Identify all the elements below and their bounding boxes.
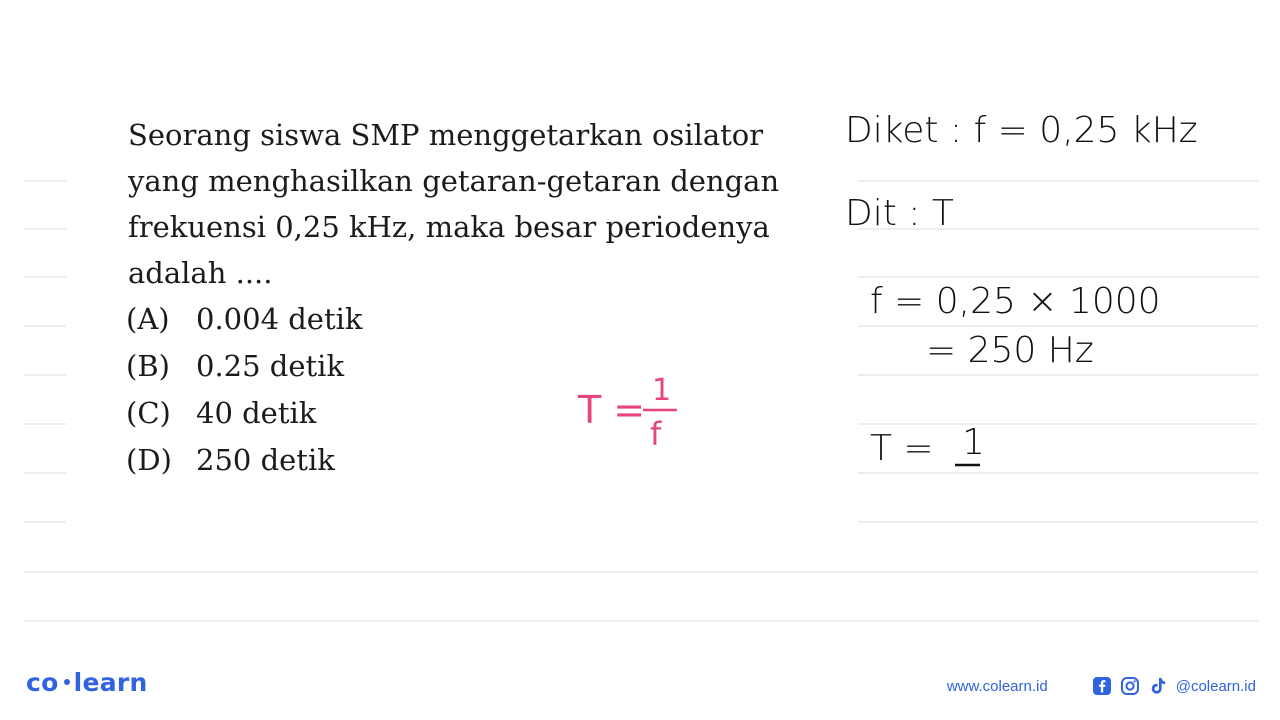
period-line: T = — [870, 428, 934, 469]
footer-contacts — [947, 676, 1256, 696]
option-text: 250 detik — [196, 443, 335, 477]
tiktok-icon[interactable] — [1148, 676, 1168, 696]
brand-logo — [26, 668, 148, 697]
question-text: Seorang siswa SMP menggetarkan osilator yang menghasilkan getaran-getaran dengan frekuensi 0,25 kHz, maka besar periodenya adalah .... — [128, 118, 780, 290]
formula-left: T = — [578, 388, 646, 432]
given-line: Diket : f = 0,25 kHz — [845, 110, 1198, 151]
brand-logo-dot — [64, 679, 70, 685]
conversion-line: f = 0,25 × 1000 — [870, 281, 1161, 322]
option-text: 0.25 detik — [196, 349, 345, 383]
asked-line: Dit : T — [845, 193, 954, 234]
formula-denominator: f — [650, 415, 662, 453]
option-text: 40 detik — [196, 396, 317, 430]
brand-logo-learn: learn — [73, 668, 148, 697]
option-letter: (D) — [126, 443, 172, 477]
option-letter: (C) — [126, 396, 171, 430]
website-link[interactable]: www.colearn.id — [946, 677, 1048, 695]
formula-numerator: 1 — [652, 373, 672, 408]
social-handle[interactable]: @colearn.id — [1175, 677, 1256, 695]
period-numerator: 1 — [962, 422, 985, 463]
brand-logo-co: co — [26, 668, 59, 697]
option-text: 0.004 detik — [196, 302, 363, 336]
option-letter: (A) — [126, 302, 170, 336]
result-line: = 250 Hz — [926, 330, 1094, 371]
facebook-icon[interactable] — [1092, 676, 1112, 696]
instagram-icon[interactable] — [1120, 676, 1140, 696]
option-letter: (B) — [126, 349, 170, 383]
